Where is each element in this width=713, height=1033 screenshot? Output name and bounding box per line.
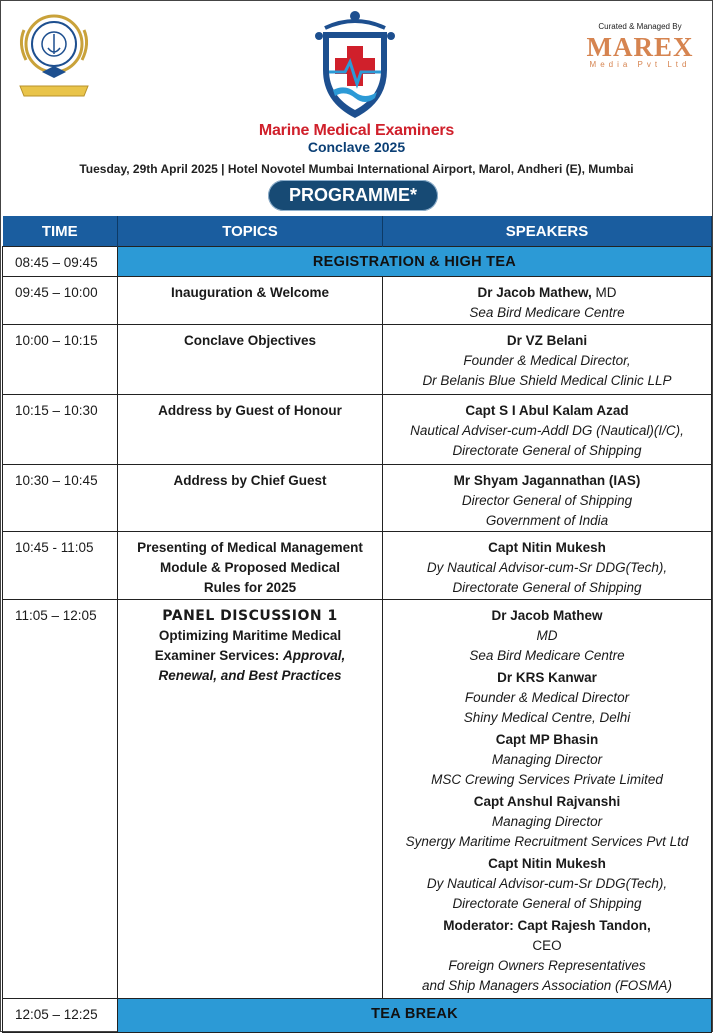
speaker-suffix: MD	[591, 285, 617, 300]
panel-speaker	[383, 854, 711, 914]
speaker-role: Synergy Maritime Recruitment Services Pvt Ltd	[405, 834, 689, 849]
table-header-row	[3, 216, 712, 247]
speaker-cell	[383, 465, 712, 532]
speaker-role: Dr Belanis Blue Shield Medical Clinic LLP	[422, 373, 672, 388]
moderator-title: CEO	[532, 938, 562, 953]
topic-cell	[118, 532, 383, 600]
speaker-role: Dy Nautical Advisor-cum-Sr DDG(Tech),	[426, 560, 668, 575]
panel-topic-cell	[118, 600, 383, 999]
panel-title-line: Renewal, and Best Practices	[158, 668, 342, 683]
panel-speaker	[383, 730, 711, 790]
column-header-time: TIME	[3, 216, 118, 247]
panel-speakers-cell	[383, 600, 712, 999]
table-row	[3, 325, 712, 395]
conclave-shield-icon	[305, 6, 405, 122]
panel-speaker	[383, 606, 711, 666]
speaker-role: Director General of Shipping	[461, 493, 633, 508]
event-subtitle: Conclave 2025	[307, 139, 406, 155]
table-row	[3, 532, 712, 600]
time-cell: 10:45 - 11:05	[3, 532, 118, 600]
speaker-cell	[383, 532, 712, 600]
panel-heading: PANEL DISCUSSION 1	[162, 608, 338, 624]
panel-speaker	[383, 668, 711, 728]
time-cell: 10:15 – 10:30	[3, 395, 118, 465]
speaker-role: Sea Bird Medicare Centre	[469, 305, 625, 320]
panel-title-line: Optimizing Maritime Medical	[158, 628, 342, 643]
event-title: Marine Medical Examiners	[258, 122, 455, 139]
panel-title-italic: Approval,	[283, 648, 346, 663]
moderator-name: Moderator: Capt Rajesh Tandon,	[443, 918, 651, 933]
time-cell: 12:05 – 12:25	[3, 999, 118, 1033]
event-date-venue: Tuesday, 29th April 2025 | Hotel Novotel Mumbai International Airport, Marol, Andheri (E), Mumbai	[79, 162, 634, 176]
speaker-role: MD	[536, 628, 558, 643]
time-cell: 10:30 – 10:45	[3, 465, 118, 532]
speaker-role: Directorate General of Shipping	[452, 580, 642, 595]
session-band: TEA BREAK	[118, 999, 712, 1033]
speaker-name: Dr Jacob Mathew	[491, 608, 603, 623]
panel-title-line: Examiner Services:	[154, 648, 284, 663]
speaker-role: Dy Nautical Advisor-cum-Sr DDG(Tech),	[426, 876, 668, 891]
speaker-name: Dr KRS Kanwar	[497, 670, 597, 685]
speaker-name: Capt Anshul Rajvanshi	[473, 794, 621, 809]
topic-cell: Address by Chief Guest	[118, 465, 383, 532]
column-header-speakers: SPEAKERS	[383, 216, 712, 247]
speaker-name: Capt Nitin Mukesh	[488, 856, 606, 871]
table-row	[3, 465, 712, 532]
speaker-cell	[383, 277, 712, 325]
topic-line: Rules for 2025	[203, 580, 297, 595]
time-cell: 10:00 – 10:15	[3, 325, 118, 395]
speaker-role: Government of India	[485, 513, 609, 528]
table-row	[3, 277, 712, 325]
topic-cell: Address by Guest of Honour	[118, 395, 383, 465]
panel-speaker	[383, 792, 711, 852]
table-row	[3, 395, 712, 465]
programme-table	[2, 216, 712, 1033]
speaker-role: Foreign Owners Representatives	[448, 958, 646, 973]
panel-moderator	[383, 916, 711, 996]
programme-badge: PROGRAMME*	[268, 180, 438, 211]
time-cell: 09:45 – 10:00	[3, 277, 118, 325]
table-row	[3, 247, 712, 277]
topic-cell: Conclave Objectives	[118, 325, 383, 395]
speaker-role: Managing Director	[491, 752, 603, 767]
topic-cell: Inauguration & Welcome	[118, 277, 383, 325]
speaker-name: Capt Nitin Mukesh	[488, 540, 606, 555]
marex-logo-sub: Media Pvt Ltd	[589, 60, 691, 69]
speaker-name: Dr VZ Belani	[506, 333, 588, 348]
marex-logo: MAREX	[586, 32, 694, 62]
dg-shipping-emblem-icon	[14, 10, 94, 100]
speaker-role: Sea Bird Medicare Centre	[469, 648, 625, 663]
speaker-cell	[383, 395, 712, 465]
speaker-role: Managing Director	[491, 814, 603, 829]
speaker-cell	[383, 325, 712, 395]
speaker-role: MSC Crewing Services Private Limited	[431, 772, 663, 787]
session-band: REGISTRATION & HIGH TEA	[118, 247, 712, 277]
topic-line: Presenting of Medical Management	[137, 540, 363, 555]
speaker-role: Directorate General of Shipping	[452, 443, 642, 458]
speaker-role: Shiny Medical Centre, Delhi	[463, 710, 631, 725]
speaker-name: Capt S I Abul Kalam Azad	[465, 403, 629, 418]
table-row	[3, 600, 712, 999]
time-cell: 08:45 – 09:45	[3, 247, 118, 277]
column-header-topics: TOPICS	[118, 216, 383, 247]
time-cell: 11:05 – 12:05	[3, 600, 118, 999]
speaker-role: Directorate General of Shipping	[452, 896, 642, 911]
speaker-role: Nautical Adviser-cum-Addl DG (Nautical)(I/C),	[410, 423, 684, 438]
speaker-role: Founder & Medical Director	[464, 690, 630, 705]
speaker-role: and Ship Managers Association (FOSMA)	[421, 978, 673, 993]
topic-line: Module & Proposed Medical	[159, 560, 341, 575]
curated-by-label: Curated & Managed By	[598, 22, 682, 31]
speaker-role: Founder & Medical Director,	[463, 353, 631, 368]
speaker-name: Dr Jacob Mathew,	[477, 285, 592, 300]
speaker-name: Mr Shyam Jagannathan (IAS)	[453, 473, 641, 488]
speaker-name: Capt MP Bhasin	[495, 732, 599, 747]
table-row	[3, 999, 712, 1033]
